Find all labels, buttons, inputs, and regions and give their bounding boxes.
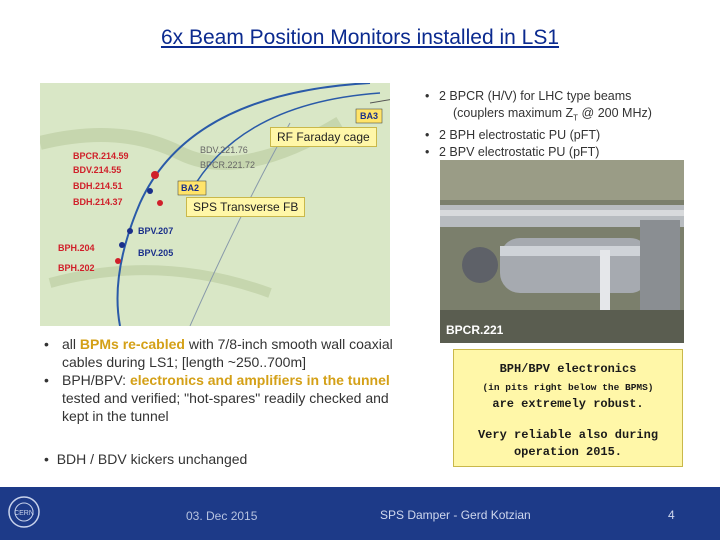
electronics-line3: are extremely robust. — [492, 397, 644, 411]
map-label-bdh214-51: BDH.214.51 — [73, 181, 123, 191]
sps-transverse-fb-callout: SPS Transverse FB — [186, 197, 305, 217]
bullet-dot-icon: • — [44, 336, 49, 352]
bullet-bph: • 2 BPH electrostatic PU (pFT) — [425, 127, 715, 144]
bpm-type-list — [425, 88, 715, 161]
electronics-line2: (in pits right below the BPMS) — [482, 382, 654, 393]
svg-text:CERN: CERN — [14, 510, 34, 517]
cern-logo-drawing — [7, 495, 41, 529]
footer-bar — [0, 487, 720, 540]
footer-date: 03. Dec 2015 — [186, 509, 258, 523]
rf-faraday-callout: RF Faraday cage — [270, 127, 377, 147]
bpcr-photo-drawing — [440, 160, 684, 343]
map-label-bdv221: BDV.221.76 — [200, 145, 248, 155]
bullet-dot-icon: • — [44, 451, 57, 467]
electronics-line5: operation 2015. — [513, 445, 623, 459]
footer-author: SPS Damper - Gerd Kotzian — [380, 508, 531, 522]
map-label-bdv214: BDV.214.55 — [73, 165, 122, 175]
map-label-bpcr221: BPCR.221.72 — [200, 160, 256, 170]
page-number: 4 — [668, 508, 675, 522]
map-label-bpcr214: BPCR.214.59 — [73, 151, 129, 161]
bullet-bpcr: • 2 BPCR (H/V) for LHC type beams — [425, 88, 715, 105]
slide-title: 6x Beam Position Monitors installed in LS1 — [160, 26, 560, 49]
electronics-line1: BPH/BPV electronics — [499, 362, 637, 376]
photo-label: BPCR.221 — [446, 323, 504, 337]
bullet-bpv: • 2 BPV electrostatic PU (pFT) — [425, 144, 715, 161]
bullet-kickers: • BDH / BDV kickers unchanged — [44, 451, 248, 467]
map-label-bpv207: BPV.207 — [138, 226, 174, 236]
bpcr-photo — [440, 160, 684, 343]
bullet-bpcr-detail: (couplers maximum $Z_T$ @ 200 MHz) — [453, 106, 652, 123]
map-label-ba3: BA3 — [360, 111, 379, 121]
bullet-electronics: • BPH/BPV: electronics and amplifiers in the tunnel tested and verified; "hot-spares" readily checked and kept in the tunnel — [44, 372, 390, 424]
bullet-dot-icon: • — [44, 372, 49, 388]
map-label-ba2: BA2 — [181, 183, 200, 193]
electronics-line4: Very reliable also during — [477, 428, 659, 442]
map-label-bpv205: BPV.205 — [138, 248, 174, 258]
cern-logo-icon — [7, 495, 41, 529]
electronics-note-box — [453, 349, 683, 467]
map-label-bph204: BPH.204 — [58, 243, 95, 253]
map-label-bdh214-37: BDH.214.37 — [73, 197, 123, 207]
map-label-bph202: BPH.202 — [58, 263, 95, 273]
bullet-recabled: • all BPMs re-cabled with 7/8-inch smooth wall coaxial cables during LS1; [length ~250..700m] — [44, 336, 393, 370]
main-bullet-list — [44, 335, 414, 425]
